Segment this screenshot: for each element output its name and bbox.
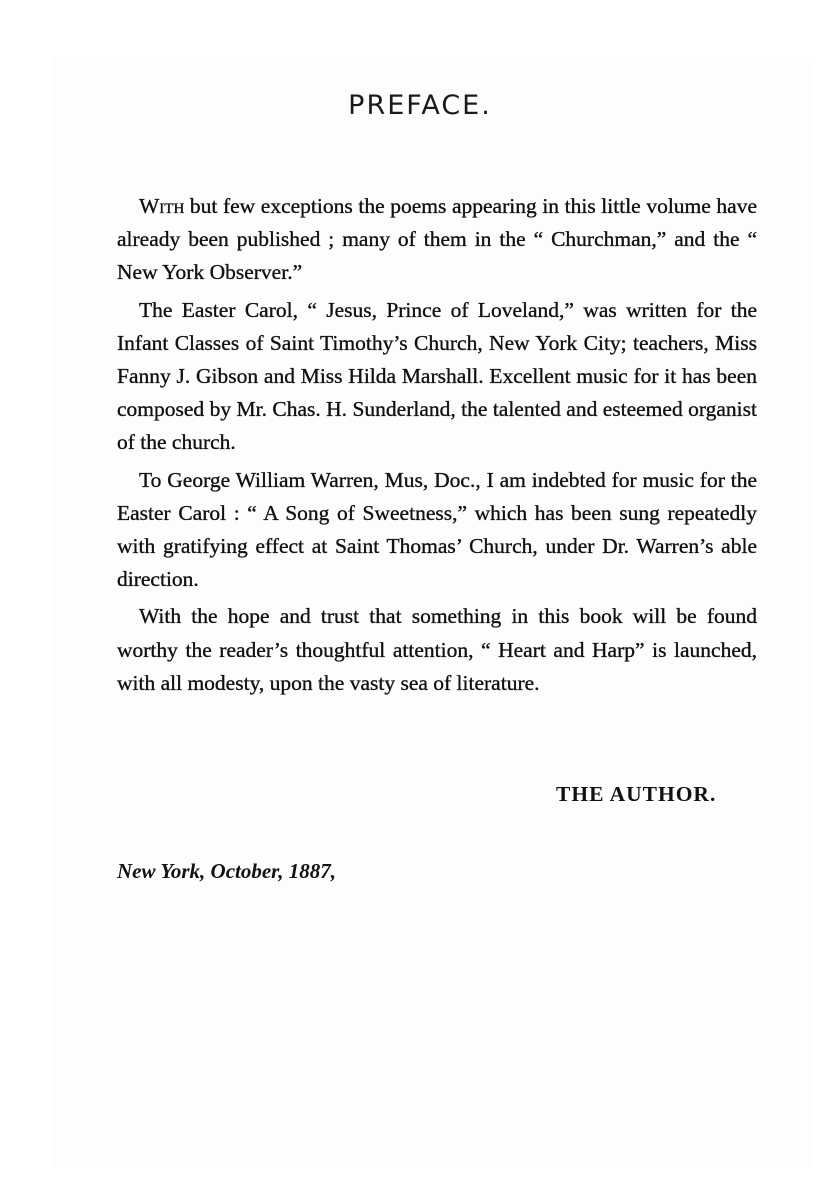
dateline: New York, October, 1887, [117,859,336,883]
page-title: PREFACE. [348,90,492,121]
author-signature: THE AUTHOR. [556,782,717,806]
paragraph-1-text: but few exceptions the poems appearing in this little volume have already been published ; many of them in the “ Churchman,” and the “ New York Observer.” [117,194,757,285]
paragraph-3: To George William Warren, Mus, Doc., I am indebted for music for the Easter Carol : “ A Song of Sweetness,” which has been sung repeatedly with gratifying effect at Saint Thomas’ Church, under Dr. Warren’s able direction. [117,467,757,592]
paragraph-2: The Easter Carol, “ Jesus, Prince of Loveland,” was written for the Infant Classes of Saint Timothy’s Church, New York City; teachers, Miss Fanny J. Gibson and Miss Hilda Marshall. Excellent music for it has been composed by Mr. Chas. H. Sunderland, the talented and esteemed organist of the church. [117,297,757,455]
paragraph-4: With the hope and trust that something in this book will be found worthy the reader’s thoughtful attention, “ Heart and Harp” is launched, with all modesty, upon the vasty sea of literature. [117,604,757,695]
paragraph-1-lead: With [139,194,185,218]
paragraph-1 [117,190,757,290]
preface-body [117,190,757,704]
